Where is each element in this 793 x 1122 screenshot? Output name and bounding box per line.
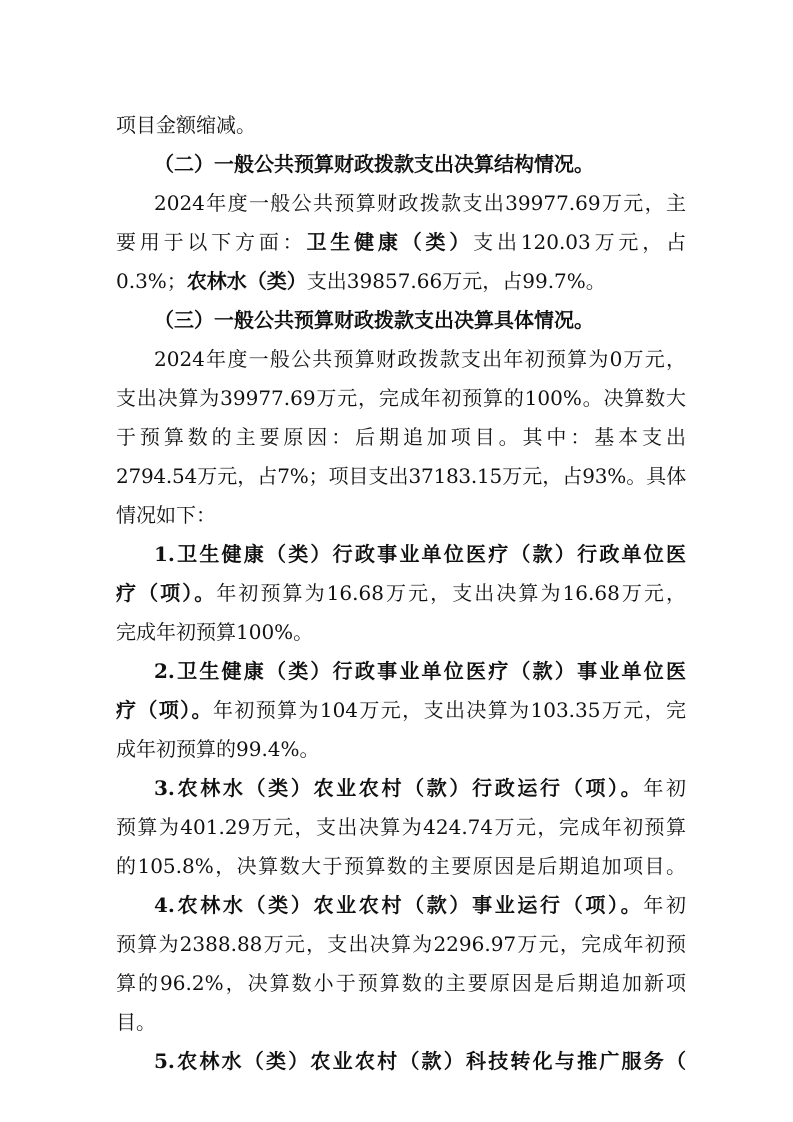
text-run: 1.卫生健康（类）行政事业单位医疗（款）行政单位医 (154, 542, 686, 566)
text-run-bold: 农林水（类） (186, 269, 307, 293)
text-run: 于预算数的主要原因：后期追加项目。其中：基本支出 (116, 425, 686, 449)
item-heading (154, 774, 686, 802)
text-run: 预算为2388.88万元，支出决算为2296.97万元，完成年初预 (116, 932, 686, 956)
text-run: 完成年初预算100%。 (116, 620, 314, 644)
section-heading (154, 150, 686, 178)
text-run-bold: 4.农林水（类）农业农村（款）事业运行（项）。 (154, 893, 644, 917)
text-line (154, 345, 686, 373)
text-run: 年初预算为104万元，支出决算为103.35万元，完 (212, 698, 687, 722)
item-heading (154, 1047, 686, 1075)
text-run: 支出39857.66万元，占99.7%。 (306, 269, 606, 293)
text-line (116, 501, 686, 529)
text-line (116, 618, 686, 646)
text-run: 5.农林水（类）农业农村（款）科技转化与推广服务（ (154, 1049, 686, 1073)
text-run: 2794.54万元，占7%；项目支出37183.15万元，占93%。具体 (116, 464, 686, 488)
section-heading (154, 306, 686, 334)
text-line (154, 189, 686, 217)
text-run: 年初 (643, 893, 687, 917)
text-line (116, 735, 686, 763)
text-run-bold: 疗（项）。 (116, 581, 217, 605)
text-run: 情况如下： (116, 503, 216, 527)
text-line (116, 111, 686, 139)
text-run-bold: 疗（项）。 (116, 698, 213, 722)
text-run: （三）一般公共预算财政拨款支出决算具体情况。 (154, 308, 594, 332)
text-run: 2.卫生健康（类）行政事业单位医疗（款）事业单位医 (154, 659, 686, 683)
text-run: 支出120.03万元，占 (473, 230, 686, 254)
text-line (116, 228, 686, 256)
text-line (116, 813, 686, 841)
text-run: 要用于以下方面： (116, 230, 307, 254)
text-run: 预算为401.29万元，支出决算为424.74万元，完成年初预算 (116, 815, 686, 839)
text-line (116, 384, 686, 412)
text-run: （二）一般公共预算财政拨款支出决算结构情况。 (154, 152, 594, 176)
text-run: 项目金额缩减。 (116, 113, 256, 137)
item-heading (154, 540, 686, 568)
text-line (116, 423, 686, 451)
item-heading (154, 891, 686, 919)
text-run-bold: 3.农林水（类）农业农村（款）行政运行（项）。 (154, 776, 644, 800)
text-run: 的105.8%，决算数大于预算数的主要原因是后期追加项目。 (116, 854, 686, 878)
text-run: 算的96.2%，决算数小于预算数的主要原因是后期追加新项 (116, 971, 686, 995)
text-line (116, 852, 686, 880)
text-line (116, 462, 686, 490)
text-run: 年初 (643, 776, 687, 800)
text-run: 支出决算为39977.69万元，完成年初预算的100%。决算数大 (116, 386, 686, 410)
text-run: 目。 (116, 1010, 156, 1034)
text-run: 0.3%； (116, 269, 187, 293)
text-run: 成年初预算的99.4%。 (116, 737, 320, 761)
text-line (116, 930, 686, 958)
text-line (116, 1008, 686, 1036)
text-run: 年初预算为16.68万元，支出决算为16.68万元， (216, 581, 687, 605)
text-run: 2024年度一般公共预算财政拨款支出年初预算为0万元， (154, 347, 686, 371)
text-run: 2024年度一般公共预算财政拨款支出39977.69万元，主 (154, 191, 686, 215)
text-line (116, 969, 686, 997)
item-heading (154, 657, 686, 685)
text-line (116, 696, 686, 724)
text-run-bold: 卫生健康（类） (306, 230, 474, 254)
text-line (116, 267, 686, 295)
text-line (116, 579, 686, 607)
